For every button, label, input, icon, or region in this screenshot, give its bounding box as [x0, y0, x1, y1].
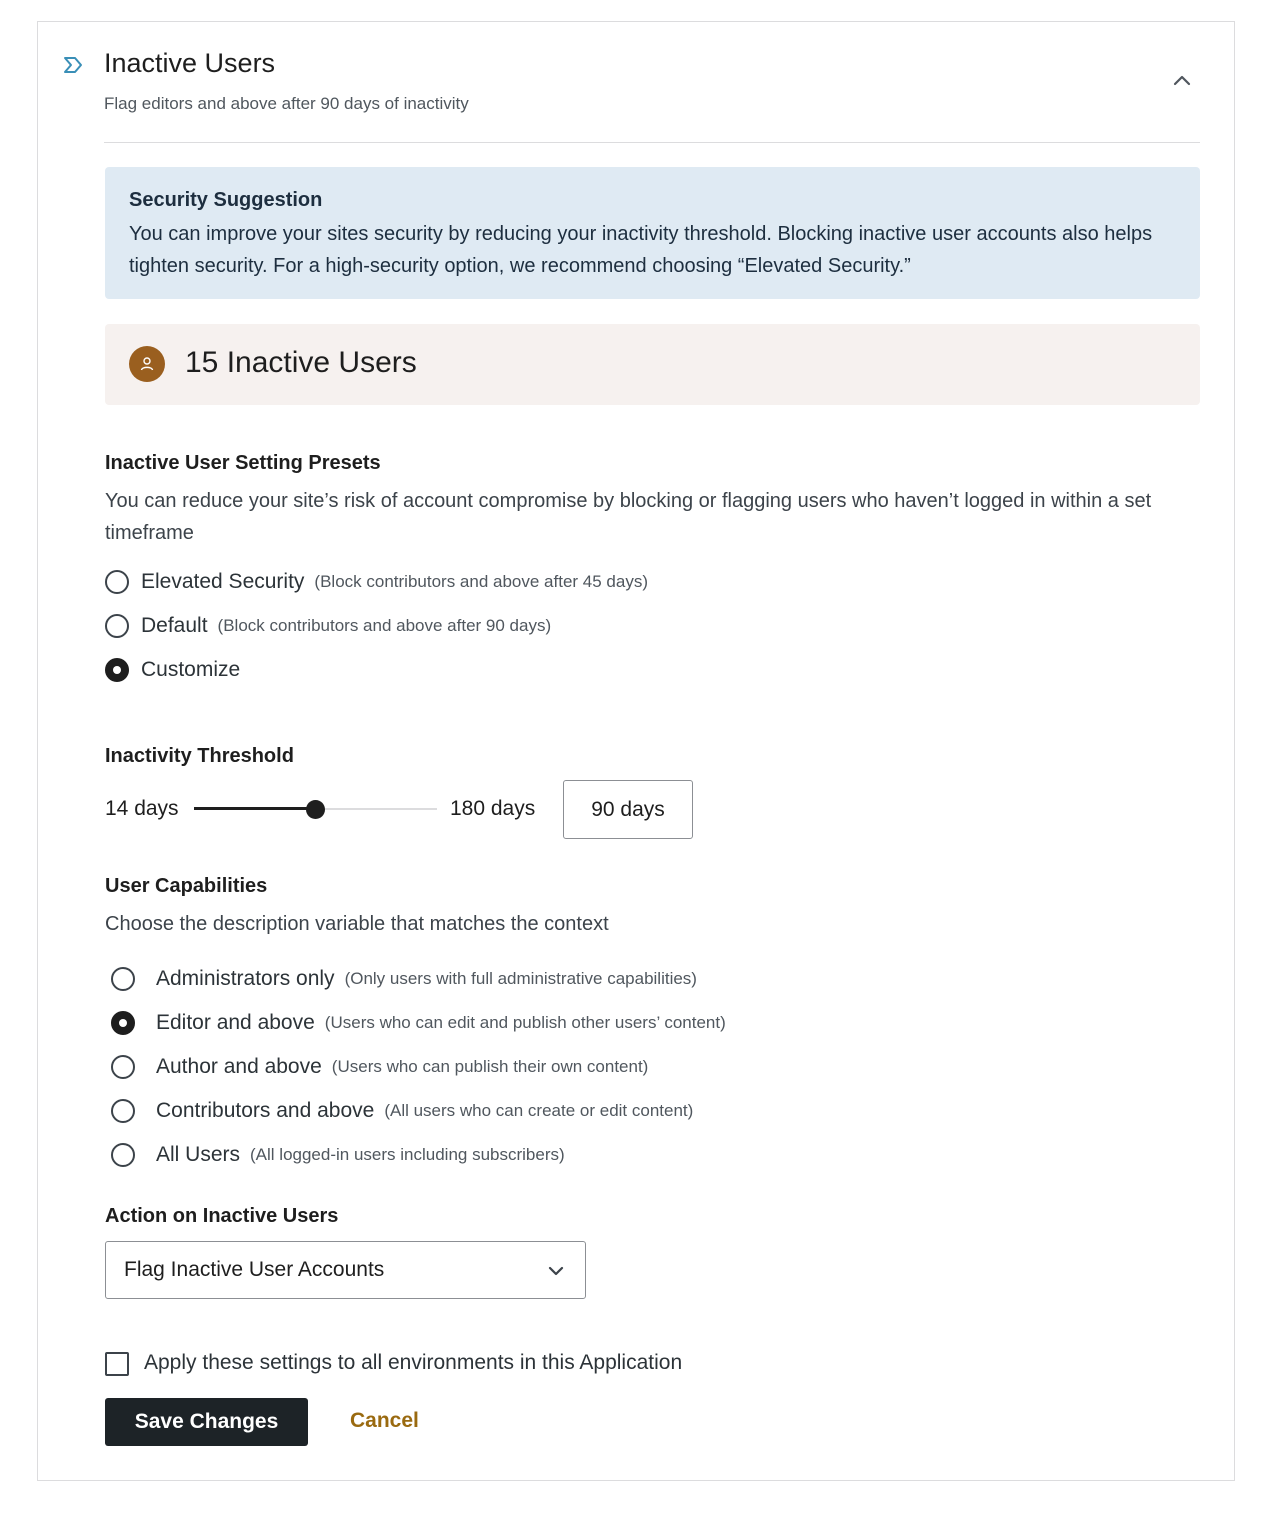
action-title: Action on Inactive Users: [105, 1205, 339, 1227]
capability-option-label: Contributors and above: [156, 1099, 375, 1122]
capability-option-contributors[interactable]: [111, 1096, 693, 1126]
apply-all-checkbox[interactable]: [105, 1352, 129, 1376]
notice-text: You can improve your sites security by reducing your inactivity threshold. Blocking inactive user accounts also helps tighten security. For a high-security option, we recommend choosing “Elevated Security.”: [129, 223, 1153, 277]
capability-option-label: All Users: [156, 1143, 241, 1166]
radio-button[interactable]: [105, 570, 129, 594]
capability-option-administrators[interactable]: [111, 964, 697, 994]
slider-max-label: 180 days: [450, 797, 536, 820]
collapse-button[interactable]: [1168, 66, 1196, 94]
capabilities-description: Choose the description variable that matches the context: [105, 913, 609, 935]
notice-title: Security Suggestion: [129, 189, 323, 211]
capability-option-label: Author and above: [156, 1055, 322, 1078]
threshold-days-input[interactable]: [563, 780, 693, 839]
radio-button[interactable]: [111, 1099, 135, 1123]
capability-option-all-users[interactable]: [111, 1140, 565, 1170]
preset-option-label: Customize: [141, 658, 241, 681]
preset-option-default[interactable]: [105, 611, 551, 641]
capability-option-hint: (All users who can create or edit content): [384, 1101, 694, 1120]
cancel-button[interactable]: Cancel: [350, 1409, 419, 1432]
radio-button[interactable]: [111, 1055, 135, 1079]
preset-option-label: Elevated Security: [141, 570, 305, 593]
threshold-title: Inactivity Threshold: [105, 745, 294, 767]
capability-option-hint: (Users who can edit and publish other users’ content): [324, 1013, 726, 1032]
chevron-badge-icon: [62, 54, 84, 76]
capability-option-label: Administrators only: [156, 967, 335, 990]
capability-option-hint: (Users who can publish their own content): [331, 1057, 649, 1076]
preset-option-elevated[interactable]: [105, 567, 648, 597]
inactive-users-count: 15 Inactive Users: [185, 346, 417, 379]
capability-option-label: Editor and above: [156, 1011, 315, 1034]
radio-button[interactable]: [111, 967, 135, 991]
header-divider: [104, 142, 1200, 143]
capability-option-editor[interactable]: [111, 1008, 726, 1038]
radio-button[interactable]: [111, 1143, 135, 1167]
user-icon: [129, 346, 165, 382]
slider-min-label: 14 days: [105, 797, 179, 820]
radio-button-selected[interactable]: [111, 1011, 135, 1035]
chevron-down-icon: [545, 1260, 567, 1282]
apply-all-label[interactable]: Apply these settings to all environments in this Application: [144, 1351, 683, 1374]
slider-thumb[interactable]: [306, 800, 325, 819]
radio-button-selected[interactable]: [105, 658, 129, 682]
presets-description: You can reduce your site’s risk of account compromise by blocking or flagging users who haven’t logged in within a set timeframe: [105, 490, 1152, 544]
preset-option-hint: (Block contributors and above after 45 days): [314, 572, 648, 591]
preset-option-customize[interactable]: [105, 655, 240, 685]
capability-option-hint: (Only users with full administrative capabilities): [344, 969, 697, 988]
radio-button[interactable]: [105, 614, 129, 638]
preset-option-label: Default: [141, 614, 208, 637]
section-subtitle: Flag editors and above after 90 days of inactivity: [104, 94, 469, 113]
chevron-up-icon: [1168, 66, 1196, 94]
slider-fill: [194, 807, 316, 810]
capability-option-author[interactable]: [111, 1052, 648, 1082]
presets-title: Inactive User Setting Presets: [105, 452, 381, 474]
action-select[interactable]: [105, 1241, 586, 1299]
capabilities-title: User Capabilities: [105, 875, 268, 897]
capability-option-hint: (All logged-in users including subscribers): [250, 1145, 565, 1164]
save-changes-button[interactable]: Save Changes: [105, 1398, 308, 1446]
action-select-value: Flag Inactive User Accounts: [124, 1258, 385, 1281]
section-title: Inactive Users: [104, 48, 276, 78]
security-suggestion-notice: [105, 167, 1200, 299]
preset-option-hint: (Block contributors and above after 90 days): [217, 616, 552, 635]
inactive-users-summary: [105, 324, 1200, 405]
